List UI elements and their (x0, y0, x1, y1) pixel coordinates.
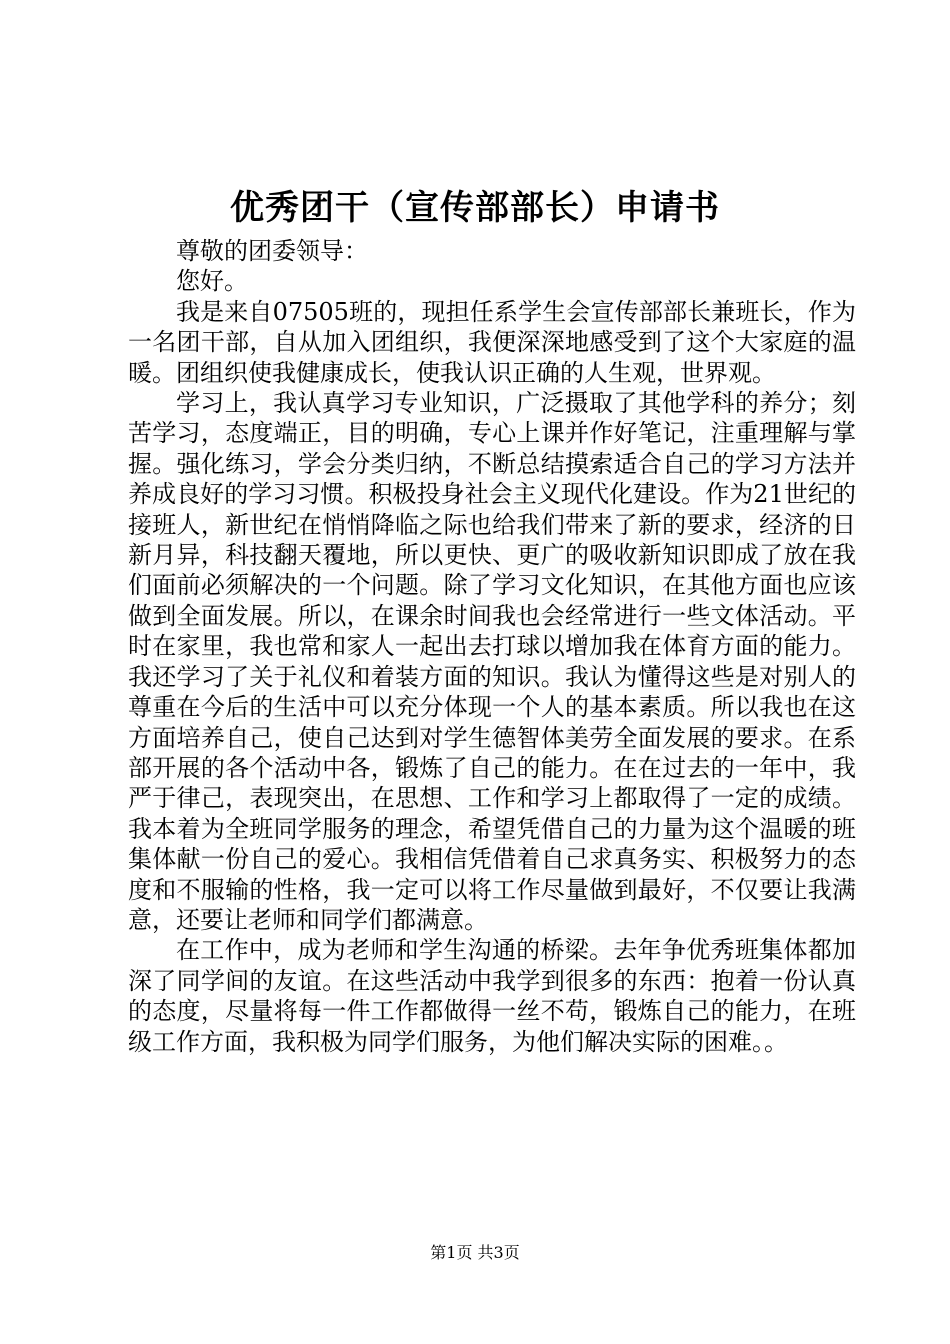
page-footer: 第1页 共3页 (430, 1243, 520, 1262)
salutation: 尊敬的团委领导： (176, 237, 368, 265)
document-title: 优秀团干（宣传部部长）申请书 (230, 188, 720, 228)
paragraph-intro: 我是来自07505班的，现担任系学生会宣传部部长兼班长，作为一名团干部，自从加入团组织，我便深深地感受到了这个大家庭的温暖。团组织使我健康成长，使我认识正确的人生观，世界观。 (128, 297, 856, 387)
paragraph-work: 在工作中，成为老师和学生沟通的桥梁。去年争优秀班集体都加深了同学间的友谊。在这些活动中我学到很多的东西：抱着一份认真的态度，尽量将每一件工作都做得一丝不苟，锻炼自己的能力，在班级工作方面，我积极为同学们服务，为他们解决实际的困难。。 (128, 936, 856, 1056)
paragraph-study: 学习上，我认真学习专业知识，广泛摄取了其他学科的养分；刻苦学习，态度端正，目的明确，专心上课并作好笔记，注重理解与掌握。强化练习，学会分类归纳，不断总结摸索适合自己的学习方法并养成良好的学习习惯。积极投身社会主义现代化建设。作为21世纪的接班人，新世纪在悄悄降临之际也给我们带来了新的要求，经济的日新月异，科技翻天覆地，所以更快、更广的吸收新知识即成了放在我们面前必须解决的一个问题。除了学习文化知识，在其他方面也应该做到全面发展。所以，在课余时间我也会经常进行一些文体活动。平时在家里，我也常和家人一起出去打球以增加我在体育方面的能力。我还学习了关于礼仪和着装方面的知识。我认为懂得这些是对别人的尊重在今后的生活中可以充分体现一个人的基本素质。所以我也在这方面培养自己，使自己达到对学生德智体美劳全面发展的要求。在系部开展的各个活动中各，锻炼了自己的能力。在在过去的一年中，我严于律己，表现突出，在思想、工作和学习上都取得了一定的成绩。我本着为全班同学服务的理念，希望凭借自己的力量为这个温暖的班集体献一份自己的爱心。我相信凭借着自己求真务实、积极努力的态度和不服输的性格，我一定可以将工作尽量做到最好，不仅要让我满意，还要让老师和同学们都满意。 (128, 389, 856, 934)
greeting: 您好。 (176, 267, 248, 296)
document-body (128, 236, 856, 1057)
